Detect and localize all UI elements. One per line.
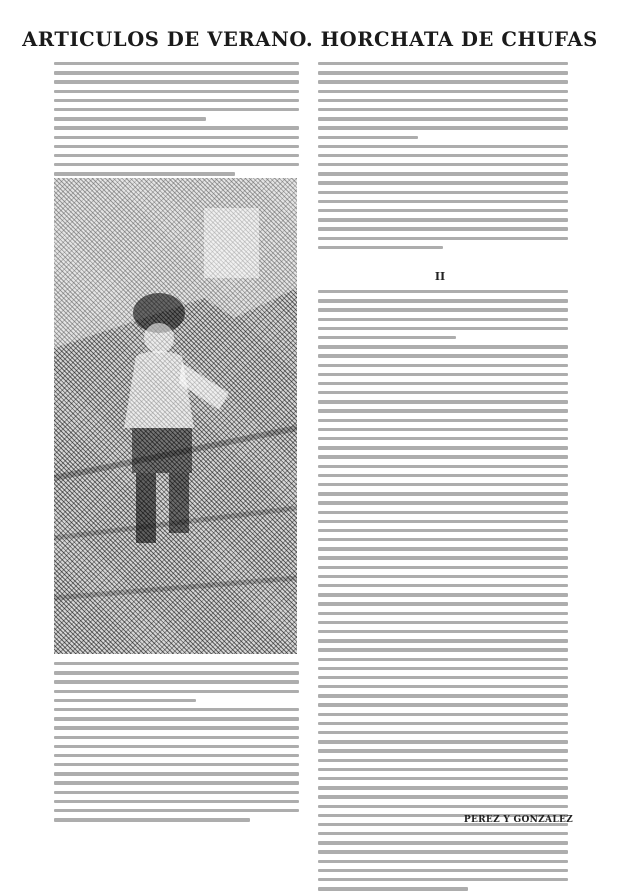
article-photograph: [54, 178, 297, 654]
text-line: [318, 154, 568, 157]
text-line: [318, 685, 568, 688]
text-line: [318, 768, 568, 771]
right-column-part-one-text: [318, 62, 568, 255]
text-line: [54, 800, 299, 803]
text-line: [318, 584, 568, 587]
text-line: [318, 786, 568, 789]
text-line: [318, 90, 568, 93]
text-line: [318, 200, 568, 203]
text-line: [318, 676, 568, 679]
text-line: [318, 566, 568, 569]
text-line: [318, 722, 568, 725]
text-line: [54, 726, 299, 729]
text-line: [54, 154, 299, 157]
text-line: [318, 547, 568, 550]
text-line: [318, 99, 568, 102]
text-line: [318, 227, 568, 230]
text-line: [54, 71, 299, 74]
text-line: [318, 887, 468, 890]
text-line: [318, 136, 418, 139]
author-signature: PEREZ Y GONZALEZ: [463, 815, 573, 825]
text-line: [318, 492, 568, 495]
text-line: [54, 754, 299, 757]
text-line: [318, 639, 568, 642]
text-line: [318, 419, 568, 422]
text-line: [318, 731, 568, 734]
text-line: [318, 465, 568, 468]
text-line: [54, 772, 299, 775]
text-line: [318, 602, 568, 605]
text-line: [318, 832, 568, 835]
text-line: [54, 99, 299, 102]
text-line: [54, 699, 196, 702]
text-line: [318, 172, 568, 175]
text-line: [318, 538, 568, 541]
text-line: [54, 671, 299, 674]
text-line: [318, 529, 568, 532]
text-line: [54, 145, 299, 148]
text-line: [318, 108, 568, 111]
text-line: [54, 126, 299, 129]
text-line: [318, 474, 568, 477]
text-line: [318, 805, 568, 808]
left-column-top-text: [54, 62, 299, 181]
text-line: [318, 246, 443, 249]
text-line: [318, 409, 568, 412]
text-line: [318, 501, 568, 504]
text-line: [318, 400, 568, 403]
text-line: [54, 662, 299, 665]
text-line: [318, 163, 568, 166]
text-line: [54, 80, 299, 83]
text-line: [318, 759, 568, 762]
text-line: [318, 181, 568, 184]
text-line: [318, 694, 568, 697]
text-line: [54, 690, 299, 693]
text-line: [318, 191, 568, 194]
text-line: [318, 455, 568, 458]
text-line: [318, 703, 568, 706]
text-line: [318, 575, 568, 578]
text-line: [318, 209, 568, 212]
text-line: [54, 172, 235, 175]
text-line: [318, 648, 568, 651]
text-line: [318, 511, 568, 514]
text-line: [318, 612, 568, 615]
text-line: [54, 708, 299, 711]
text-line: [318, 126, 568, 129]
text-line: [54, 717, 299, 720]
text-line: [54, 781, 299, 784]
text-line: [318, 80, 568, 83]
text-line: [318, 117, 568, 120]
section-marker: II: [434, 270, 446, 283]
text-line: [318, 860, 568, 863]
text-line: [318, 327, 568, 330]
text-line: [318, 145, 568, 148]
text-line: [318, 318, 568, 321]
text-line: [54, 809, 299, 812]
text-line: [318, 869, 568, 872]
text-line: [318, 795, 568, 798]
text-line: [54, 90, 299, 93]
text-line: [318, 71, 568, 74]
text-line: [318, 630, 568, 633]
text-line: [318, 878, 568, 881]
text-line: [318, 841, 568, 844]
text-line: [318, 520, 568, 523]
right-column-part-two-text: [318, 290, 568, 896]
text-line: [318, 749, 568, 752]
text-line: [318, 667, 568, 670]
text-line: [318, 658, 568, 661]
text-line: [318, 345, 568, 348]
text-line: [318, 373, 568, 376]
text-line: [318, 556, 568, 559]
text-line: [318, 777, 568, 780]
text-line: [318, 364, 568, 367]
text-line: [54, 680, 299, 683]
text-line: [318, 483, 568, 486]
text-line: [318, 391, 568, 394]
text-line: [54, 818, 250, 821]
text-line: [54, 117, 206, 120]
text-line: [318, 290, 568, 293]
text-line: [318, 437, 568, 440]
text-line: [318, 62, 568, 65]
text-line: [54, 745, 299, 748]
text-line: [54, 736, 299, 739]
left-column-bottom-text: [54, 662, 299, 827]
text-line: [318, 299, 568, 302]
text-line: [54, 136, 299, 139]
text-line: [318, 237, 568, 240]
text-line: [318, 446, 568, 449]
text-line: [318, 308, 568, 311]
text-line: [54, 163, 299, 166]
text-line: [318, 354, 568, 357]
article-headline: ARTICULOS DE VERANO. HORCHATA DE CHUFAS: [22, 28, 598, 51]
text-line: [318, 218, 568, 221]
photo-illustration: [54, 178, 297, 654]
text-line: [54, 791, 299, 794]
text-line: [318, 621, 568, 624]
text-line: [54, 763, 299, 766]
text-line: [318, 740, 568, 743]
text-line: [318, 382, 568, 385]
text-line: [318, 336, 456, 339]
text-line: [54, 62, 299, 65]
text-line: [318, 593, 568, 596]
text-line: [318, 428, 568, 431]
text-line: [54, 108, 299, 111]
text-line: [318, 713, 568, 716]
